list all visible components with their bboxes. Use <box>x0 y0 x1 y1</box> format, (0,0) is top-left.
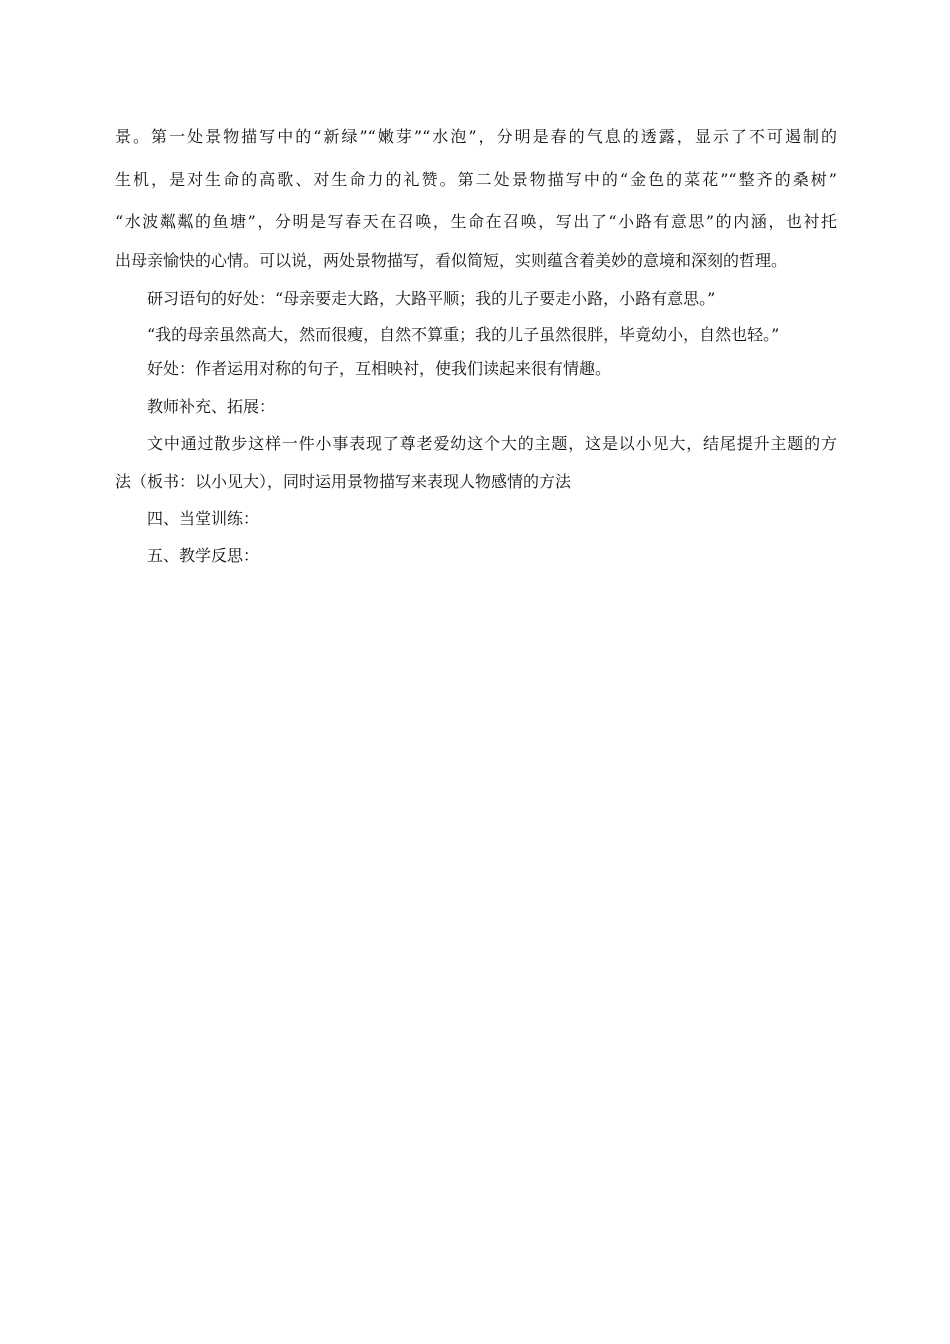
quote-sentence: “我的母亲虽然高大，然而很瘦，自然不算重；我的儿子虽然很胖，毕竟幼小，自然也轻。” <box>147 325 780 344</box>
section-4-heading: 四、当堂训练： <box>147 509 260 528</box>
paragraph-line-2: 生机，是对生命的高歌、对生命力的礼赞。第二处景物描写中的“金色的菜花”“整齐的桑树” <box>115 170 837 189</box>
benefit-text: 好处：作者运用对称的句子，互相映衬，使我们读起来很有情趣。 <box>147 359 612 378</box>
paragraph-line-1: 景。第一处景物描写中的“新绿”“嫩芽”“水泡”，分明是春的气息的透露，显示了不可遏制的 <box>115 127 837 146</box>
supplement-line-2: 法（板书：以小见大），同时运用景物描写来表现人物感情的方法 <box>115 472 572 491</box>
supplement-line-1: 文中通过散步这样一件小事表现了尊老爱幼这个大的主题，这是以小见大，结尾提升主题的方 <box>147 434 837 453</box>
study-sentence: 研习语句的好处：“母亲要走大路，大路平顺；我的儿子要走小路，小路有意思。” <box>147 289 716 308</box>
teacher-supplement-heading: 教师补充、拓展： <box>147 397 276 416</box>
paragraph-line-3: “水波粼粼的鱼塘”，分明是写春天在召唤，生命在召唤，写出了“小路有意思”的内涵，也衬托 <box>115 212 837 231</box>
paragraph-line-4: 出母亲愉快的心情。可以说，两处景物描写，看似简短，实则蕴含着美妙的意境和深刻的哲理。 <box>115 251 788 270</box>
section-5-heading: 五、教学反思： <box>147 546 260 565</box>
